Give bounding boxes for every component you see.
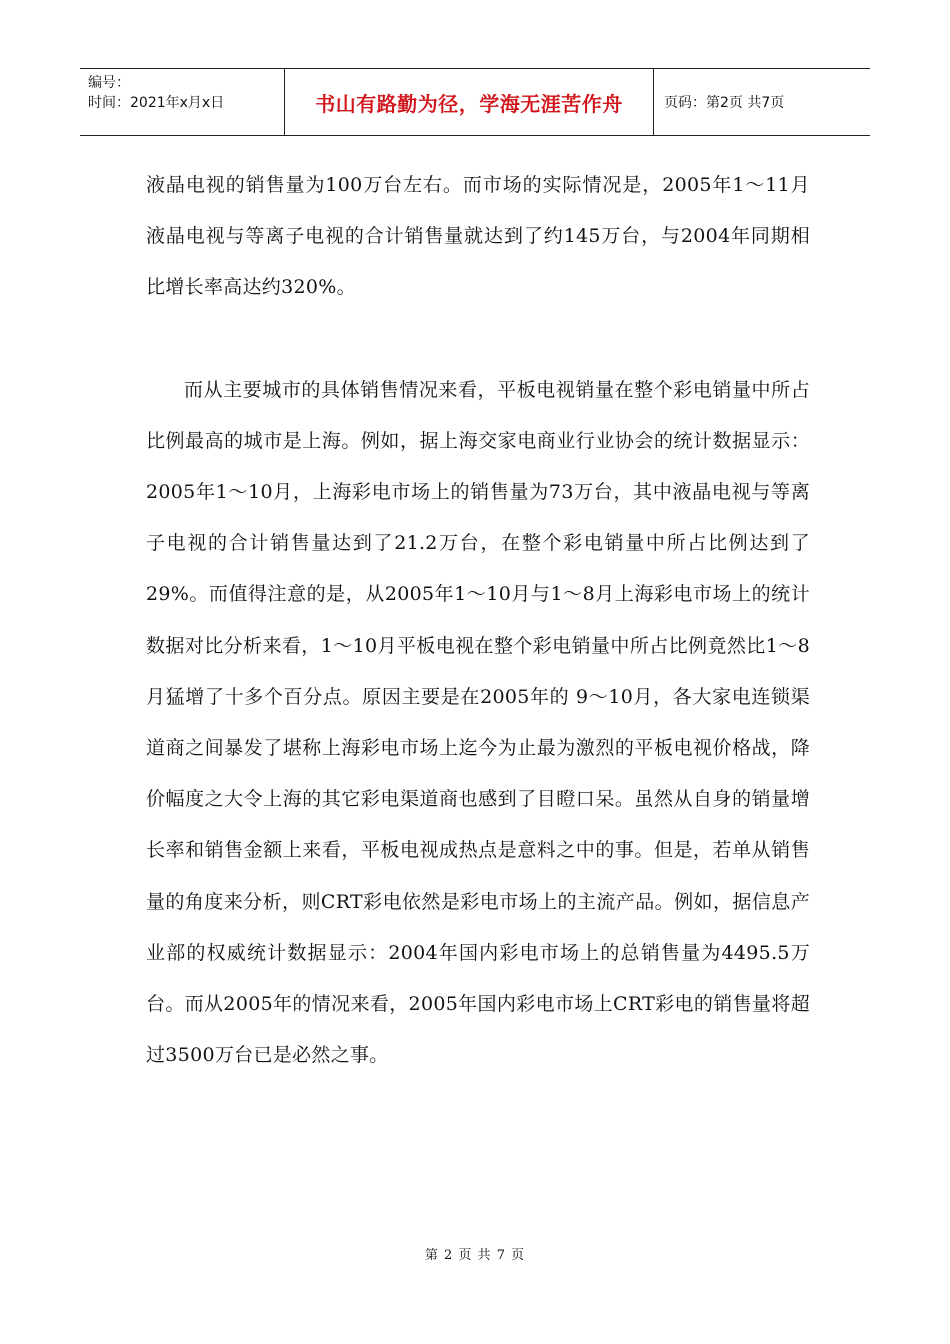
paragraph: 液晶电视的销售量为100万台左右。而市场的实际情况是，2005年1～11月液晶电视与等离子电视的合计销售量就达到了约145万台，与2004年同期相比增长率高达约320%。 [146,174,810,299]
header-page-code: 页码：第2页 共7页 [664,95,785,111]
header-motto: 书山有路勤为径，学海无涯苦作舟 [284,69,654,135]
document-body [146,160,810,1081]
page-header [80,68,870,136]
paragraph: 而从主要城市的具体销售情况来看，平板电视销量在整个彩电销量中所占比例最高的城市是上海。例如，据上海交家电商业行业协会的统计数据显示：2005年1～10月，上海彩电市场上的销售量为73万台，其中液晶电视与等离子电视的合计销售量达到了21.2万台，在整个彩电销量中所占比例达到了29%。而值得注意的是，从2005年1～10月与1～8月上海彩电市场上的统计数据对比分析来看，1～10月平板电视在整个彩电销量中所占比例竟然比1～8月猛增了十多个百分点。原因主要是在2005年的 9～10月，各大家电连锁渠道商之间暴发了堪称上海彩电市场上迄今为止最为激烈的平板电视价格战，降价幅度之大令上海的其它彩电渠道商也感到了目瞪口呆。虽然从自身的销量增长率和销售金额上来看，平板电视成热点是意料之中的事。但是，若单从销售量的角度来分析，则CRT彩电依然是彩电市场上的主流产品。例如，据信息产业部的权威统计数据显示：2004年国内彩电市场上的总销售量为4495.5万台。而从2005年的情况来看，2005年国内彩电市场上CRT彩电的销售量将超过3500万台已是必然之事。 [146,378,810,1067]
header-meta [80,69,284,135]
page-footer: 第 2 页 共 7 页 [424,1248,526,1263]
paragraph-spacer [146,314,810,365]
date-label: 时间：2021年x月x日 [88,95,225,111]
serial-number-label: 编号： [88,75,130,91]
